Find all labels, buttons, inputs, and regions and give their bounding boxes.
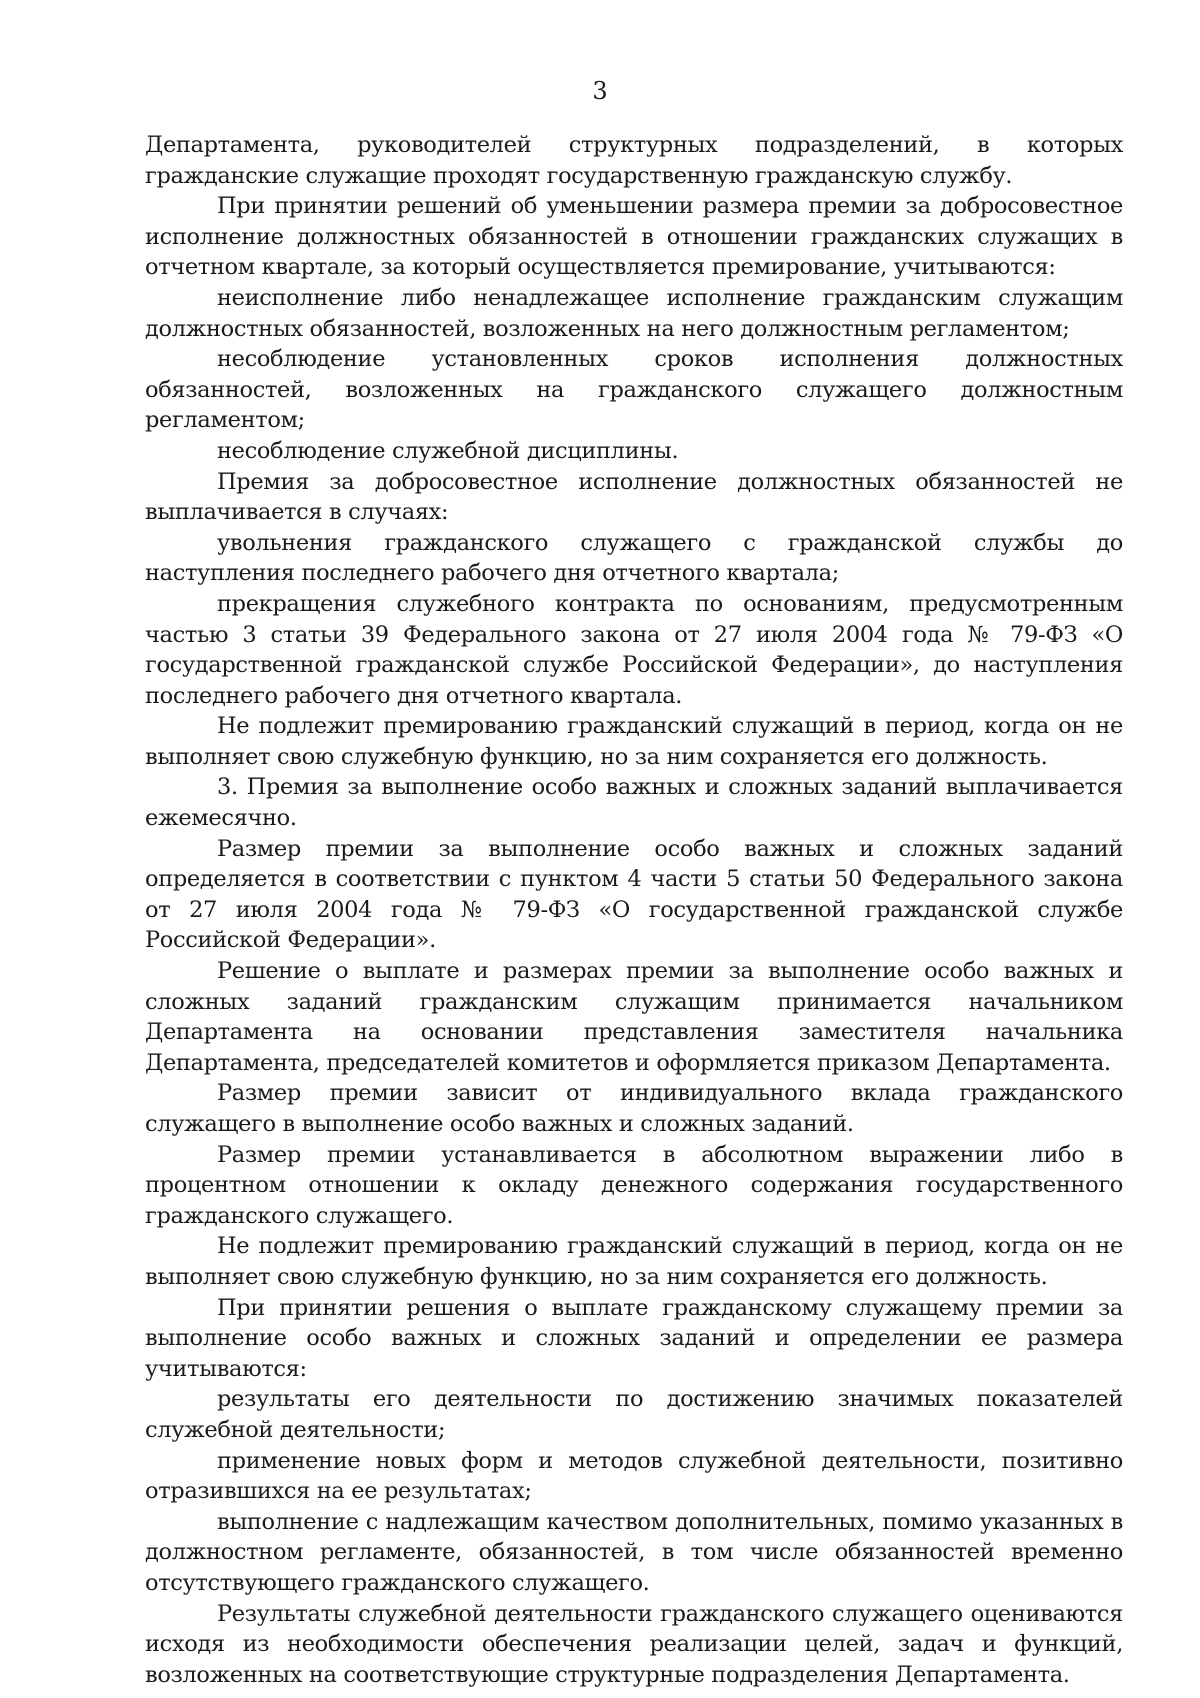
paragraph-continuation: Департамента, руководителей структурных подразделений, в которых гражданские служащие проходят государственную гражданскую службу. <box>145 132 1123 189</box>
list-item: результаты его деятельности по достижению значимых показателей служебной деятельности; <box>145 1386 1123 1443</box>
paragraph: Решение о выплате и размерах премии за выполнение особо важных и сложных заданий гражданским служащим принимается начальником Департамента на основании представления заместителя начальника Департамента, председателей комитетов и оформляется приказом Департамента. <box>145 958 1123 1076</box>
list-item: неисполнение либо ненадлежащее исполнение гражданским служащим должностных обязанностей, возложенных на него должностным регламентом; <box>145 284 1123 342</box>
paragraph: Не подлежит премированию гражданский служащий в период, когда он не выполняет свою служебную функцию, но за ним сохраняется его должность. <box>145 1233 1123 1290</box>
document-body <box>145 130 1123 1690</box>
section-paragraph: 3. Премия за выполнение особо важных и сложных заданий выплачивается ежемесячно. <box>145 774 1123 832</box>
paragraph: Размер премии за выполнение особо важных и сложных заданий определяется в соответствии с пунктом 4 части 5 статьи 50 Федерального закона от 27 июля 2004 года № 79-ФЗ «О государственной гражданской службе Российской Федерации». <box>145 835 1123 954</box>
paragraph: При принятии решения о выплате гражданскому служащему премии за выполнение особо важных и сложных заданий и определении ее размера учитываются: <box>145 1294 1123 1382</box>
list-item: прекращения служебного контракта по основаниям, предусмотренным частью 3 статьи 39 Федерального закона от 27 июля 2004 года № 79-ФЗ «О государственной гражданской службе Российской Федерации», до наступления последнего рабочего дня отчетного квартала. <box>145 590 1123 709</box>
list-item: увольнения гражданского служащего с гражданской службы до наступления последнего рабочего дня отчетного квартала; <box>145 529 1123 587</box>
list-item: применение новых форм и методов служебной деятельности, позитивно отразившихся на ее результатах; <box>145 1447 1123 1505</box>
paragraph: При принятии решений об уменьшении размера премии за добросовестное исполнение должностных обязанностей в отношении гражданских служащих в отчетном квартале, за который осуществляется премирование, учитываются: <box>145 193 1123 281</box>
list-item: несоблюдение служебной дисциплины. <box>217 437 679 464</box>
paragraph: Не подлежит премированию гражданский служащий в период, когда он не выполняет свою служебную функцию, но за ним сохраняется его должность. <box>145 713 1123 770</box>
list-item: выполнение с надлежащим качеством дополнительных, помимо указанных в должностном регламенте, обязанностей, в том числе обязанностей временно отсутствующего гражданского служащего. <box>145 1508 1123 1596</box>
paragraph: Размер премии устанавливается в абсолютном выражении либо в процентном отношении к окладу денежного содержания государственного гражданского служащего. <box>145 1141 1123 1229</box>
paragraph: Результаты служебной деятельности гражданского служащего оцениваются исходя из необходимости обеспечения реализации целей, задач и функций, возложенных на соответствующие структурные подразделения Департамента. <box>145 1600 1123 1688</box>
paragraph: Размер премии зависит от индивидуального вклада гражданского служащего в выполнение особо важных и сложных заданий. <box>145 1080 1123 1137</box>
page-number: 3 <box>592 77 608 105</box>
list-item: несоблюдение установленных сроков исполнения должностных обязанностей, возложенных на гражданского служащего должностным регламентом; <box>145 346 1123 434</box>
paragraph: Премия за добросовестное исполнение должностных обязанностей не выплачивается в случаях: <box>145 468 1123 526</box>
